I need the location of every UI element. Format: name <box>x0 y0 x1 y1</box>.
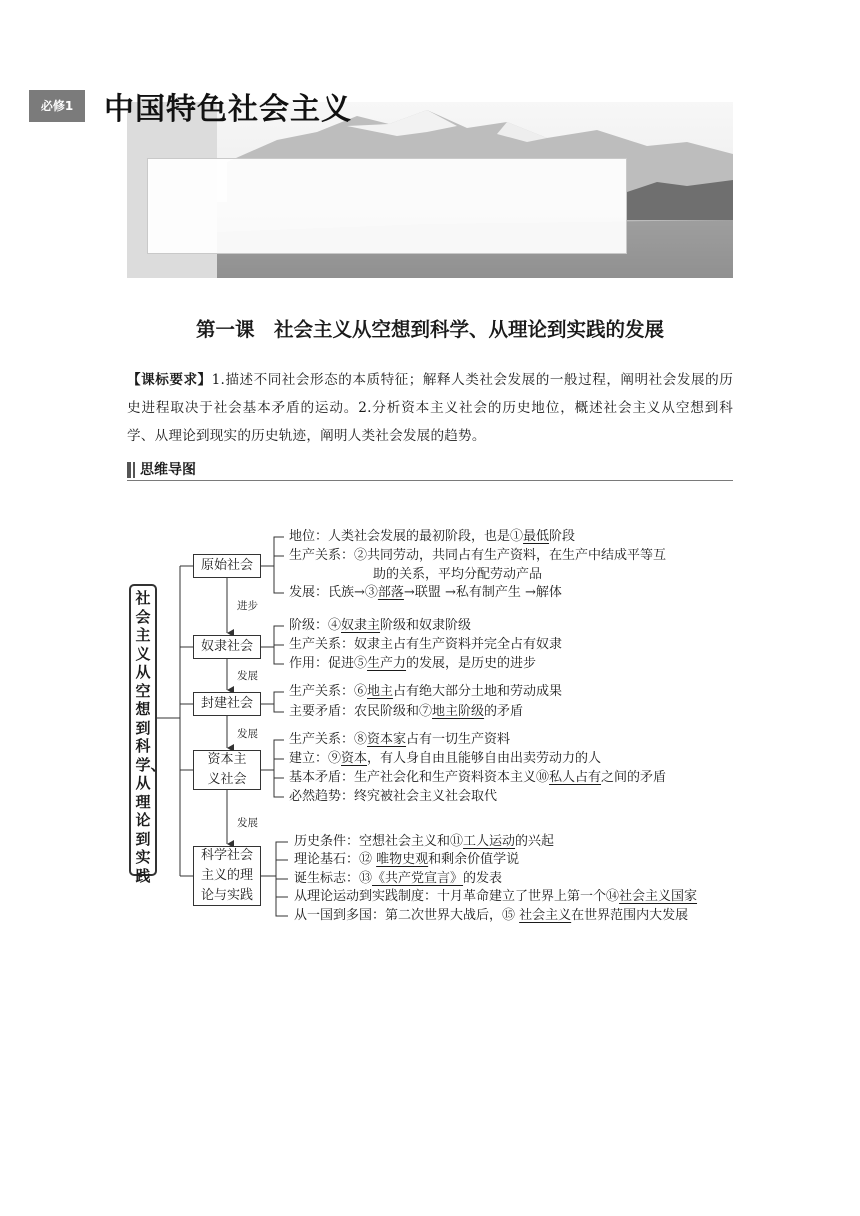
answer-blank: 地主阶级 <box>432 704 485 719</box>
answer-blank: 工人运动 <box>463 834 516 849</box>
section-label: 思维导图 <box>140 462 196 478</box>
answer-blank: 资本 <box>341 751 368 766</box>
mindmap-root-label: 社会主义从空想到科学、从理论到实践 <box>135 589 166 885</box>
arrow-label-progress: 进步 <box>237 600 258 612</box>
requirement-tag: 【课标要求】 <box>127 372 212 388</box>
node-slave-society <box>193 635 261 659</box>
node-label-line: 义社会 <box>207 772 247 787</box>
answer-blank: 社会主义 <box>519 908 572 923</box>
node-label: 奴隶社会 <box>200 639 253 654</box>
branch-line: 作用：促进⑤生产力的发展，是历史的进步 <box>289 656 537 671</box>
branch-line: 从一国到多国：第二次世界大战后，⑮ 社会主义在世界范围内大发展 <box>294 908 689 923</box>
branch-line: 历史条件：空想社会主义和⑪工人运动的兴起 <box>294 834 555 849</box>
answer-blank: 生产力 <box>367 656 407 671</box>
requirement-text: 1.描述不同社会形态的本质特征；解释人类社会发展的一般过程，阐明社会发展的历史进程取决于社会基本矛盾的运动。2.分析资本主义社会的历史地位，概述社会主义从空想到科学、从理论到现实的历史轨迹，阐明人类社会发展的趋势。 <box>127 372 733 444</box>
answer-blank: 地主 <box>367 684 394 699</box>
branch-line: 生产关系：⑥地主占有绝大部分土地和劳动成果 <box>289 684 563 699</box>
branch-line: 生产关系：②共同劳动，共同占有生产资料，在生产中结成平等互 <box>289 548 667 563</box>
branch-line: 基本矛盾：生产社会化和生产资料资本主义⑩私人占有之间的矛盾 <box>289 770 667 785</box>
mindmap-root <box>129 584 166 885</box>
node-primitive-society <box>193 554 261 578</box>
node-feudal-society <box>193 692 261 716</box>
answer-blank: 唯物史观 <box>376 852 429 867</box>
branch-line: 发展：氏族→③部落→联盟 →私有制产生 →解体 <box>289 585 562 600</box>
branch-line: 主要矛盾：农民阶级和⑦地主阶级的矛盾 <box>289 704 524 719</box>
branch-line: 必然趋势：终究被社会主义社会取代 <box>289 789 498 804</box>
node-label-line: 主义的理 <box>200 868 253 883</box>
node-label-line: 资本主 <box>207 752 247 767</box>
branch-line: 从理论运动到实践制度：十月革命建立了世界上第一个⑭社会主义国家 <box>294 889 698 904</box>
answer-blank: 最低 <box>523 529 550 544</box>
arrow-label-develop: 发展 <box>237 817 258 829</box>
answer-blank: 《共产党宣言》 <box>372 871 464 886</box>
node-capitalist-society <box>193 750 261 790</box>
branch-line-continued: 助的关系，平均分配劳动产品 <box>373 567 543 582</box>
banner-title: 中国特色社会主义 <box>104 92 352 127</box>
arrow-label-develop: 发展 <box>237 670 258 682</box>
answer-blank: 奴隶主 <box>341 618 381 633</box>
node-scientific-socialism <box>193 846 261 906</box>
branch-line: 地位：人类社会发展的最初阶段，也是①最低阶段 <box>289 529 576 544</box>
answer-blank: 部落 <box>377 585 404 600</box>
branch-line: 理论基石：⑫ 唯物史观和剩余价值学说 <box>294 852 520 867</box>
node-label-line: 科学社会 <box>200 848 253 863</box>
node-label-line: 论与实践 <box>200 888 253 903</box>
branch-line: 生产关系：⑧资本家占有一切生产资料 <box>289 732 511 747</box>
answer-blank: 私人占有 <box>549 770 602 785</box>
arrow-label-develop: 发展 <box>237 728 258 740</box>
branch-line: 建立：⑨资本，有人身自由且能够自由出卖劳动力的人 <box>289 751 602 766</box>
answer-blank: 资本家 <box>367 732 407 747</box>
branch-line: 阶级：④奴隶主阶级和奴隶阶级 <box>289 618 472 633</box>
branch-line: 诞生标志：⑬《共产党宣言》的发表 <box>294 871 503 886</box>
node-label: 原始社会 <box>200 558 253 573</box>
answer-blank: 社会主义国家 <box>619 889 698 904</box>
branch-line: 生产关系：奴隶主占有生产资料并完全占有奴隶 <box>289 637 563 652</box>
module-badge: 必修1 <box>29 90 85 122</box>
lesson-title: 第一课 社会主义从空想到科学、从理论到实践的发展 <box>195 318 664 341</box>
node-label: 封建社会 <box>200 696 253 711</box>
